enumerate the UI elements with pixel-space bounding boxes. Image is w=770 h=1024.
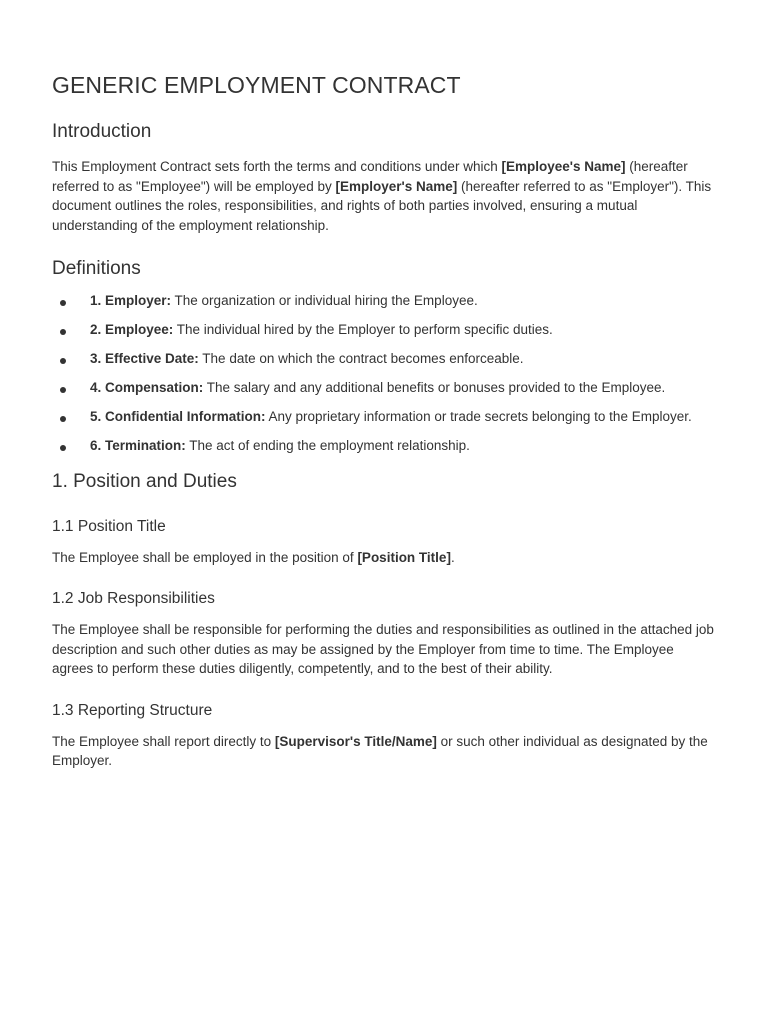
position-title-placeholder: [Position Title] <box>357 549 451 565</box>
introduction-text-2: (hereafter referred to as "Employee") will be employed by <box>52 159 688 194</box>
introduction-text-1: This Employment Contract sets forth the terms and conditions under which <box>52 159 502 174</box>
position-title-paragraph <box>52 548 718 568</box>
position-title-text-1: The Employee shall be employed in the position of <box>52 549 358 565</box>
definition-term: 4. Compensation: <box>90 380 204 395</box>
list-item <box>52 378 718 398</box>
introduction-text-3: (hereafter referred to as "Employer"). This document outlines the roles, responsibilities, and rights of both parties involved, ensuring a mutual understanding of the employment relationship. <box>52 178 712 233</box>
bullet-icon <box>60 300 66 306</box>
definition-term: 6. Termination: <box>90 438 186 453</box>
definition-term: 3. Effective Date: <box>90 351 199 366</box>
job-responsibilities-heading: 1.2 Job Responsibilities <box>52 590 215 607</box>
definition-term: 2. Employee: <box>90 322 174 337</box>
definitions-list <box>52 291 718 456</box>
employer-name-placeholder: [Employer's Name] <box>335 178 458 194</box>
supervisor-placeholder: [Supervisor's Title/Name] <box>274 733 437 749</box>
definitions-heading: Definitions <box>52 258 141 279</box>
definition-text: Any proprietary information or trade secrets belonging to the Employer. <box>265 409 692 424</box>
list-item <box>52 291 718 311</box>
definition-text: The date on which the contract becomes enforceable. <box>198 351 524 366</box>
definition-term: 1. Employer: <box>90 293 172 308</box>
list-item <box>52 320 718 340</box>
reporting-structure-text-1: The Employee shall report directly to <box>52 733 275 749</box>
reporting-structure-paragraph <box>52 732 718 771</box>
bullet-icon <box>60 329 66 335</box>
bullet-icon <box>60 416 66 422</box>
definition-text: The act of ending the employment relationship. <box>185 438 470 453</box>
job-responsibilities-paragraph: The Employee shall be responsible for performing the duties and responsibilities as outlined in the attached job description and such other duties as may be assigned by the Employer from time to time. The Employee agrees to perform these duties diligently, competently, and to the best of their ability. <box>52 622 714 676</box>
reporting-structure-heading: 1.3 Reporting Structure <box>52 701 213 719</box>
bullet-icon <box>60 387 66 393</box>
bullet-icon <box>60 358 66 364</box>
list-item <box>52 407 718 427</box>
definition-text: The salary and any additional benefits or bonuses provided to the Employee. <box>203 380 666 395</box>
definition-term: 5. Confidential Information: <box>90 409 266 424</box>
document-title: GENERIC EMPLOYMENT CONTRACT <box>52 72 461 98</box>
introduction-heading: Introduction <box>52 121 152 142</box>
introduction-paragraph <box>52 157 718 235</box>
reporting-structure-text-2: or such other individual as designated by the Employer. <box>52 733 708 768</box>
employee-name-placeholder: [Employee's Name] <box>501 159 626 174</box>
definition-text: The individual hired by the Employer to perform specific duties. <box>173 322 553 337</box>
position-duties-heading: 1. Position and Duties <box>52 470 237 492</box>
bullet-icon <box>60 445 66 451</box>
list-item <box>52 349 718 369</box>
definition-text: The organization or individual hiring the Employee. <box>171 293 478 308</box>
list-item <box>52 436 718 456</box>
position-title-text-2: . <box>450 549 455 565</box>
position-title-heading: 1.1 Position Title <box>52 517 166 535</box>
